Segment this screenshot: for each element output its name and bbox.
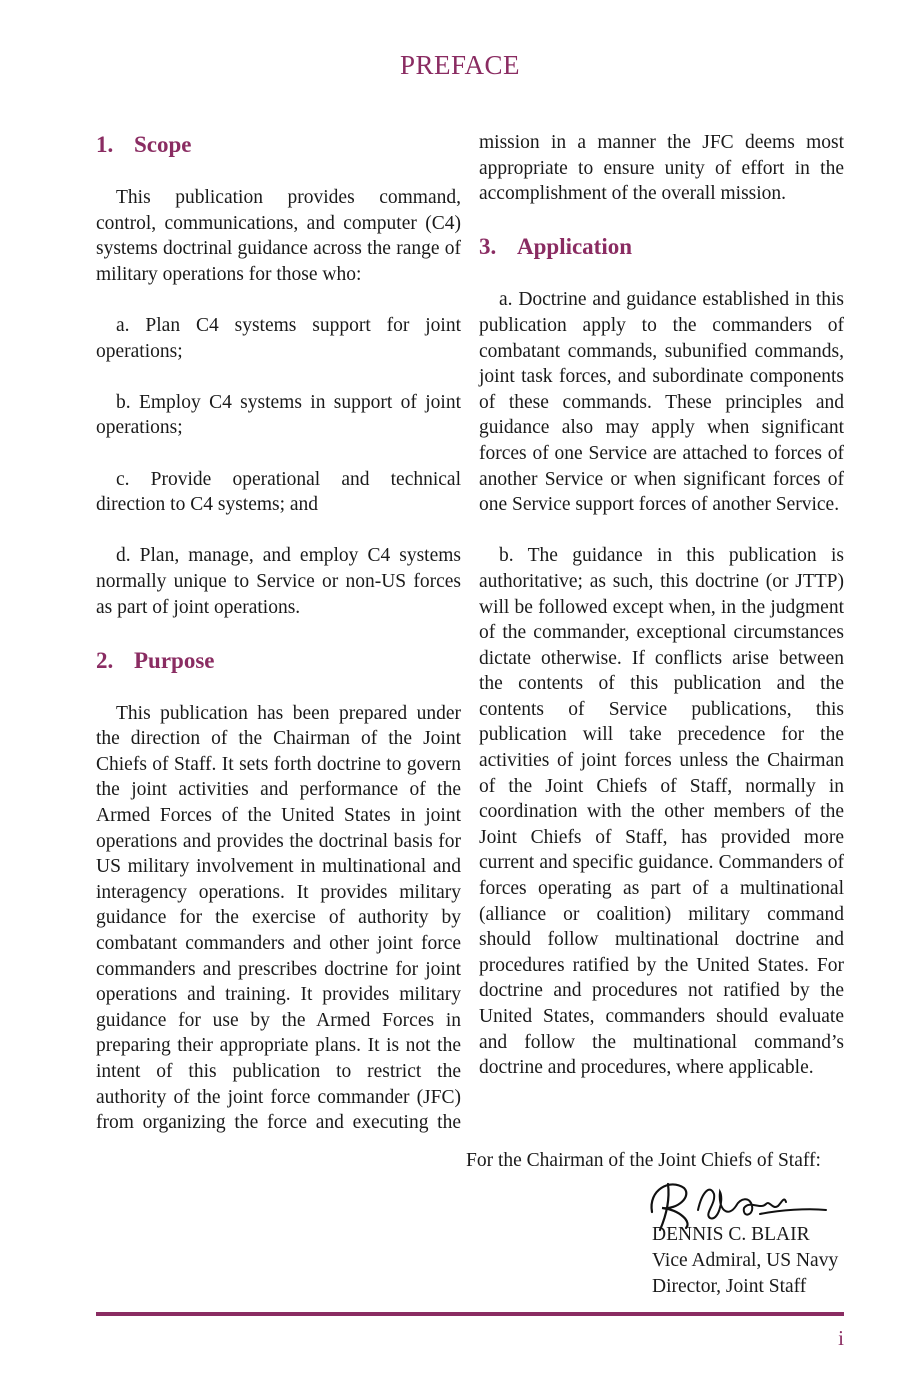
section-heading-purpose [96, 646, 461, 676]
scope-intro: This publication provides command, control, communications, and computer (C4) systems doctrinal guidance across the range of military operations for those who: [96, 187, 461, 285]
section-heading-application [479, 232, 844, 262]
section-number: 1. [96, 132, 114, 157]
purpose-text: This publication has been prepared under the direction of the Chairman of the Joint Chiefs of Staff. It sets forth doctrine to govern the joint activities and performance of the Armed Forces of the United States in joint operations and provides the doctrinal basis for US military involvement in multinational and interagency operations. It provides military guidance for the exercise of authority by combatant commanders and other joint force commanders and prescribes doctrine for joint operations and training. It provides military guidance for use by the Armed Forces in preparing their appropriate plans. It is not the intent of this publication to restrict the authority of the joint force commander (JFC) from organizing the force and executing the [96, 702, 461, 1134]
scope-item-a: a. Plan C4 systems support for joint operations; [96, 314, 461, 362]
signature-for-line: For the Chairman of the Joint Chiefs of Staff: [466, 1150, 821, 1171]
footer-divider [96, 1312, 844, 1316]
left-column [96, 130, 461, 1161]
section-title: Scope [134, 132, 192, 157]
section-title: Application [517, 234, 633, 260]
section-number: 2. [96, 647, 114, 673]
section-number: 3. [479, 234, 497, 260]
page-number: i [838, 1326, 844, 1350]
signer-title: Director, Joint Staff [652, 1276, 807, 1297]
scope-item-d: d. Plan, manage, and employ C4 systems normally unique to Service or non-US forces as part of joint operations. [96, 545, 461, 618]
scope-item-c: c. Provide operational and technical direction to C4 systems; and [96, 468, 461, 516]
application-para-a: a. Doctrine and guidance established in this publication apply to the commanders of combatant commands, subunified commands, joint task forces, and subordinate components of these commands. These principles and guidance also may apply when significant forces of one Service are attached to forces of another Service or when significant forces of one Service support forces of another Service. [479, 289, 844, 516]
purpose-continued: mission in a manner the JFC deems most appropriate to ensure unity of effort in the accomplishment of the overall mission. [479, 132, 844, 205]
right-column [479, 130, 844, 1106]
scope-item-b: b. Employ C4 systems in support of joint operations; [96, 391, 461, 439]
section-heading-scope [96, 130, 461, 160]
section-title: Purpose [134, 647, 215, 673]
signer-rank: Vice Admiral, US Navy [652, 1250, 839, 1271]
page-title: PREFACE [399, 50, 521, 80]
signature-block [652, 1222, 838, 1300]
signer-name: DENNIS C. BLAIR [652, 1224, 810, 1245]
application-para-b: b. The guidance in this publication is authoritative; as such, this doctrine (or JTTP) will be followed except when, in the judgment of the commander, exceptional circumstances dictate otherwise. If conflicts arise between the contents of this publication and the contents of Service publications, this publication will take precedence for the activities of joint forces unless the Chairman of the Joint Chiefs of Staff, normally in coordination with the other members of the Joint Chiefs of Staff, has provided more current and specific guidance. Commanders of forces operating as part of a multinational (alliance or coalition) military command should follow multinational doctrine and procedures ratified by the United States. For doctrine and procedures not ratified by the United States, commanders should evaluate and follow the multinational command’s doctrine and procedures, where applicable. [479, 545, 844, 1079]
